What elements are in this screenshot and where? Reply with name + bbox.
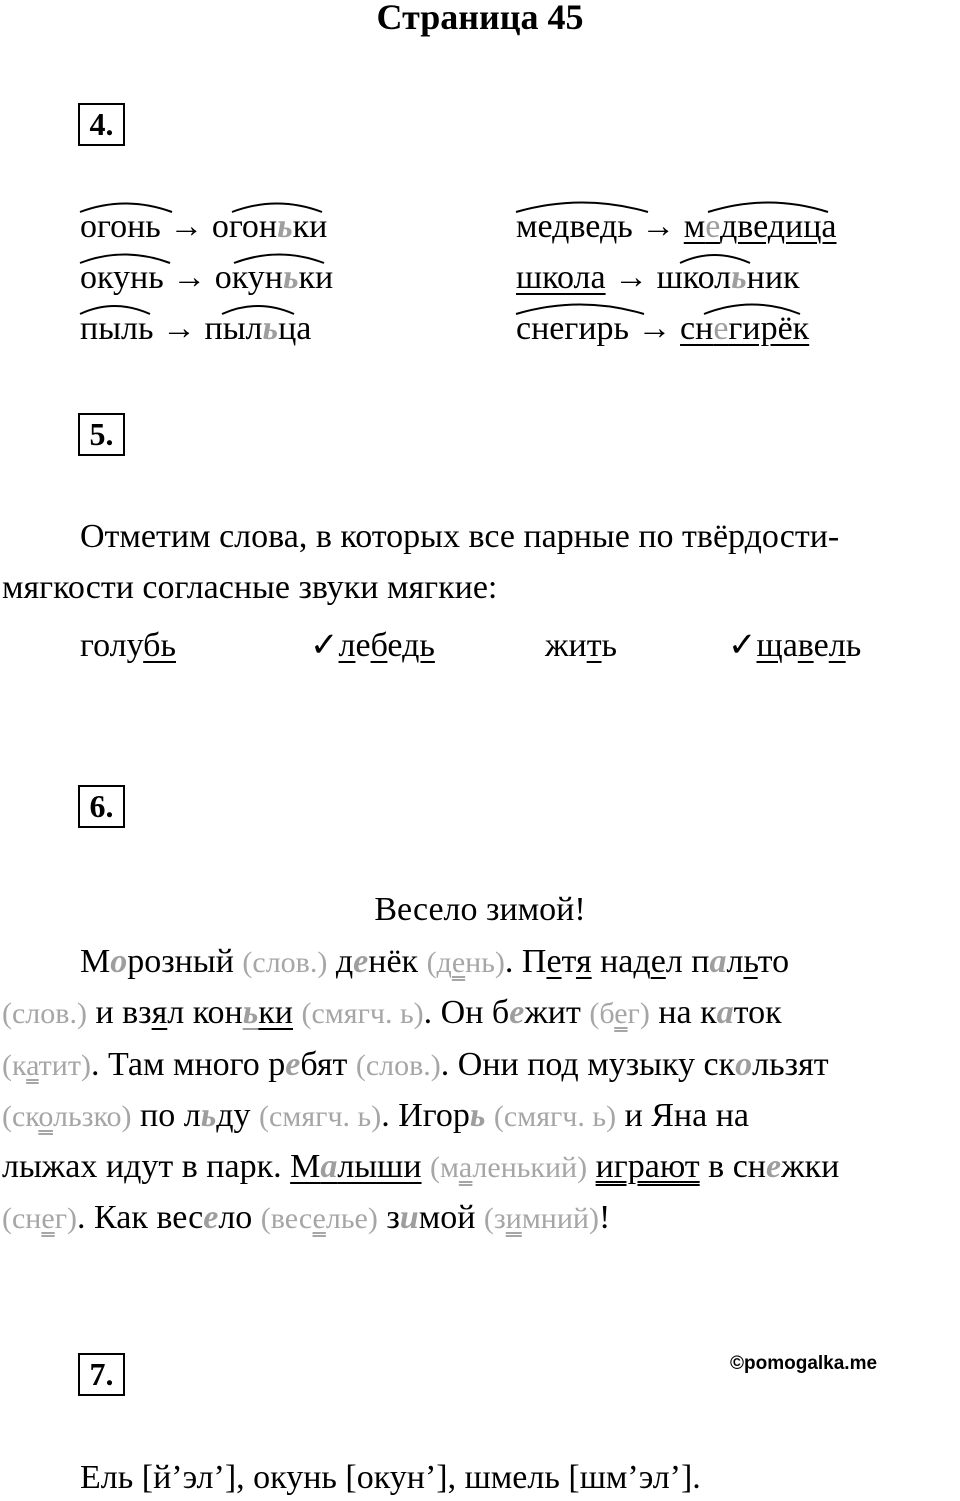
task-5-word-4: ✓щавель (728, 627, 862, 664)
page-title: Страница 45 (376, 0, 584, 37)
watermark: ©pomogalka.me (730, 1353, 878, 1374)
task-5-word-2: ✓лебедь (310, 627, 435, 664)
task-6-line-2: (слов.) и взял коньки (смягч. ь). Он бежит (бег) на каток (2, 994, 782, 1031)
check-icon: ✓ (728, 627, 757, 664)
task-6-line-5: лыжах идут в парк. Малыши (маленький) играют в снежки (2, 1148, 840, 1185)
task-6-line-3: (катит). Там много ребят (слов.). Они под музыку скользят (2, 1046, 829, 1083)
task-5-word-1: голубь (80, 627, 176, 664)
check-icon: ✓ (310, 627, 339, 664)
task-4-row-1-right: медведь → медведица (516, 208, 837, 245)
task-7-text: Ель [й’эл’], окунь [окун’], шмель [шм’эл’]. (80, 1459, 701, 1496)
task-5-number: 5. (78, 413, 125, 456)
task-4-row-3-left: пыль → пыльца (80, 310, 312, 347)
task-5-text-line-2: мягкости согласные звуки мягкие: (2, 569, 498, 606)
task-5-word-3: жить (545, 627, 618, 664)
task-6-heading: Весело зимой! (374, 891, 586, 928)
task-6-line-1: Морозный (слов.) денёк (день). Петя надел пальто (80, 943, 790, 980)
task-6-number: 6. (78, 785, 125, 828)
task-5-text-line-1: Отметим слова, в которых все парные по твёрдости- (80, 518, 840, 555)
task-7-number: 7. (78, 1353, 125, 1396)
task-4-row-2-left: окунь → окуньки (80, 259, 334, 296)
task-4-row-1-left: огонь → огоньки (80, 208, 328, 245)
task-4-number: 4. (78, 103, 125, 146)
task-4-row-2-right: школа → школьник (516, 259, 800, 296)
task-6-line-4: (скользко) по льду (смягч. ь). Игорь (смягч. ь) и Яна на (2, 1097, 750, 1134)
task-4-row-3-right: снегирь → снегирёк (516, 310, 810, 347)
task-6-line-6: (снег). Как весело (веселье) зимой (зимний)! (2, 1199, 611, 1236)
